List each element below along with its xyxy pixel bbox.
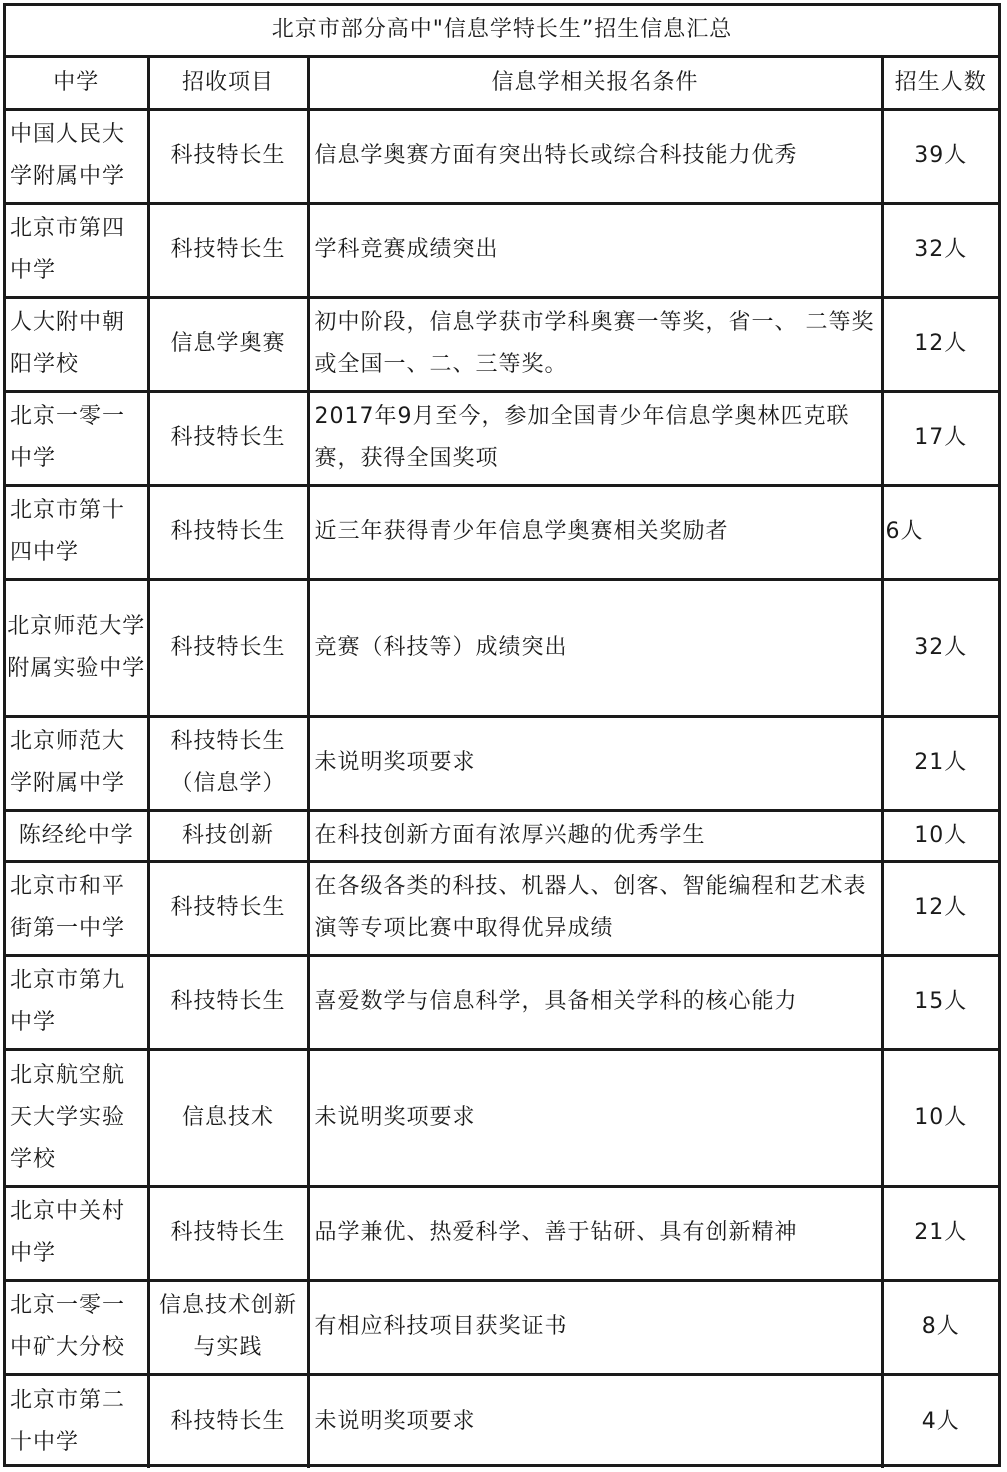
project-name: 信息技术 [148,1049,308,1186]
table-row [6,109,998,203]
table-row [6,1280,998,1374]
header-school: 中学 [6,56,148,109]
header-row [6,56,998,109]
enrollment-count: 6人 [882,485,998,579]
enrollment-count: 10人 [882,810,998,861]
table-row [6,1374,998,1468]
school-name: 北京市第二十中学 [6,1374,148,1468]
enrollment-count: 32人 [882,203,998,297]
project-name: 科技特长生 [148,1186,308,1280]
school-name: 北京师范大学附属实验中学 [6,579,148,716]
admissions-table-frame [3,3,1001,1467]
project-name: 科技创新 [148,810,308,861]
table-row [6,203,998,297]
project-name: 科技特长生 [148,861,308,955]
header-count: 招生人数 [882,56,998,109]
enrollment-count: 39人 [882,109,998,203]
table-row [6,297,998,391]
school-name: 北京市和平街第一中学 [6,861,148,955]
condition-text: 初中阶段，信息学获市学科奥赛一等奖，省一、 二等奖或全国一、二、三等奖。 [308,297,882,391]
condition-text: 有相应科技项目获奖证书 [308,1280,882,1374]
header-project: 招收项目 [148,56,308,109]
enrollment-count: 12人 [882,861,998,955]
table-row [6,485,998,579]
header-condition: 信息学相关报名条件 [308,56,882,109]
project-name: 科技特长生（信息学） [148,716,308,810]
school-name: 北京一零一中矿大分校 [6,1280,148,1374]
enrollment-count: 8人 [882,1280,998,1374]
project-name: 科技特长生 [148,579,308,716]
condition-text: 竞赛（科技等）成绩突出 [308,579,882,716]
school-name: 中国人民大学附属中学 [6,109,148,203]
title-row [6,6,998,56]
enrollment-count: 4人 [882,1374,998,1468]
condition-text: 未说明奖项要求 [308,716,882,810]
school-name: 北京航空航天大学实验学校 [6,1049,148,1186]
table-title: 北京市部分高中"信息学特长生”招生信息汇总 [6,6,998,56]
enrollment-count: 10人 [882,1049,998,1186]
project-name: 科技特长生 [148,485,308,579]
table-row [6,391,998,485]
condition-text: 2017年9月至今，参加全国青少年信息学奥林匹克联赛，获得全国奖项 [308,391,882,485]
condition-text: 在各级各类的科技、机器人、创客、智能编程和艺术表演等专项比赛中取得优异成绩 [308,861,882,955]
table-row [6,861,998,955]
table-row [6,1049,998,1186]
table-row [6,1186,998,1280]
condition-text: 品学兼优、热爱科学、善于钻研、具有创新精神 [308,1186,882,1280]
table-row [6,955,998,1049]
school-name: 陈经纶中学 [6,810,148,861]
project-name: 科技特长生 [148,1374,308,1468]
table-row [6,579,998,716]
enrollment-count: 32人 [882,579,998,716]
enrollment-count: 12人 [882,297,998,391]
project-name: 信息技术创新与实践 [148,1280,308,1374]
admissions-table [6,6,998,1468]
school-name: 北京中关村中学 [6,1186,148,1280]
project-name: 科技特长生 [148,109,308,203]
condition-text: 在科技创新方面有浓厚兴趣的优秀学生 [308,810,882,861]
project-name: 科技特长生 [148,391,308,485]
condition-text: 信息学奥赛方面有突出特长或综合科技能力优秀 [308,109,882,203]
table-row [6,810,998,861]
table-row [6,716,998,810]
condition-text: 喜爱数学与信息科学，具备相关学科的核心能力 [308,955,882,1049]
school-name: 北京市第十四中学 [6,485,148,579]
enrollment-count: 17人 [882,391,998,485]
enrollment-count: 21人 [882,716,998,810]
school-name: 人大附中朝阳学校 [6,297,148,391]
project-name: 科技特长生 [148,203,308,297]
condition-text: 学科竞赛成绩突出 [308,203,882,297]
enrollment-count: 21人 [882,1186,998,1280]
condition-text: 未说明奖项要求 [308,1049,882,1186]
enrollment-count: 15人 [882,955,998,1049]
school-name: 北京市第四中学 [6,203,148,297]
school-name: 北京一零一中学 [6,391,148,485]
school-name: 北京市第九中学 [6,955,148,1049]
project-name: 信息学奥赛 [148,297,308,391]
condition-text: 近三年获得青少年信息学奥赛相关奖励者 [308,485,882,579]
school-name: 北京师范大学附属中学 [6,716,148,810]
condition-text: 未说明奖项要求 [308,1374,882,1468]
project-name: 科技特长生 [148,955,308,1049]
